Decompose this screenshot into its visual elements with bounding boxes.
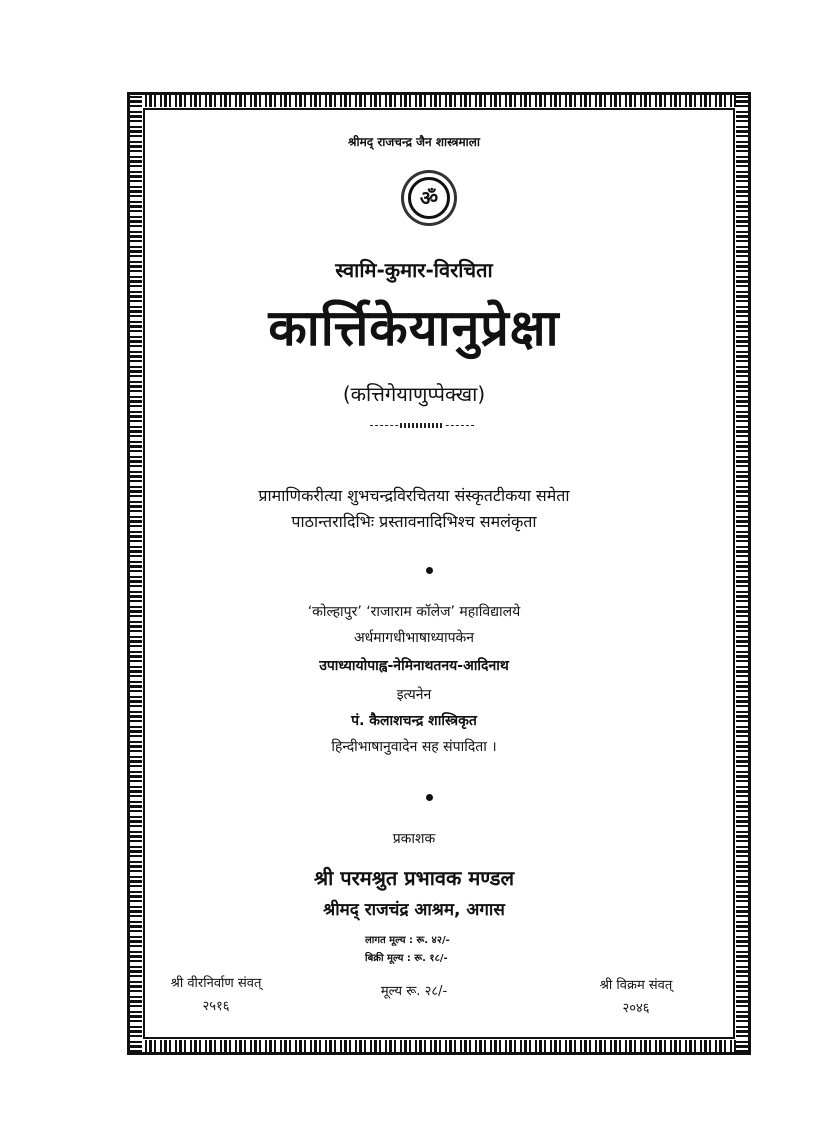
vir-samvat-year: २५१६ [202,999,230,1014]
editor-line-5: पं. कैलाशचन्द्र शास्त्रिकृत [351,713,477,729]
editor-line-1: ‘कोल्हापुर’ ‘राजाराम कॉलेज’ महाविद्यालये [307,604,521,620]
vikram-samvat-label: श्री विक्रम संवत् [599,978,673,993]
commentary-line-2: पाठान्तरादिभिः प्रस्तावनादिभिश्च समलंकृता [291,512,537,531]
publisher-address: श्रीमद् राजचंद्र आश्रम, अगास [323,900,505,920]
bullet-dot [426,794,433,801]
border-top-pattern [130,95,748,107]
om-emblem-icon: ॐ [408,177,450,219]
vir-samvat-label: श्री वीरनिर्वाण संवत् [170,976,262,991]
series-name: श्रीमद् राजचन्द्र जैन शास्त्रमाला [348,135,480,149]
editor-line-4: इत्यनेन [396,687,432,703]
publisher-label: प्रकाशक [392,831,436,847]
publisher-name: श्री परमश्रुत प्रभावक मण्डल [313,866,515,890]
commentary-line-1: प्रामाणिकरीत्या शुभचन्द्रविरचितया संस्कृतटीकया समेता [258,486,570,505]
ornament-divider [370,425,474,426]
editor-line-2: अर्धमागधीभाषाध्यापकेन [353,630,475,646]
book-title: कार्त्तिकेयानुप्रेक्षा [268,299,560,357]
sale-price: बिक्री मूल्य : रू. १८/- [365,953,448,964]
vikram-samvat-year: २०४६ [622,1001,650,1016]
bullet-dot [426,567,433,574]
price: मूल्य रू. २८/- [380,984,448,999]
editor-line-6: हिन्दीभाषानुवादेन सह संपादिता । [331,739,497,755]
editor-line-3: उपाध्यायोपाह्व-नेमिनाथतनय-आदिनाथ [319,658,509,674]
border-bottom-pattern [130,1040,748,1052]
cost-price: लागत मूल्य : रू. ४२/- [365,935,450,946]
prakrit-title: (कत्तिगेयाणुप्पेक्खा) [342,382,486,406]
author-line: स्वामि-कुमार-विरचिता [335,258,493,282]
